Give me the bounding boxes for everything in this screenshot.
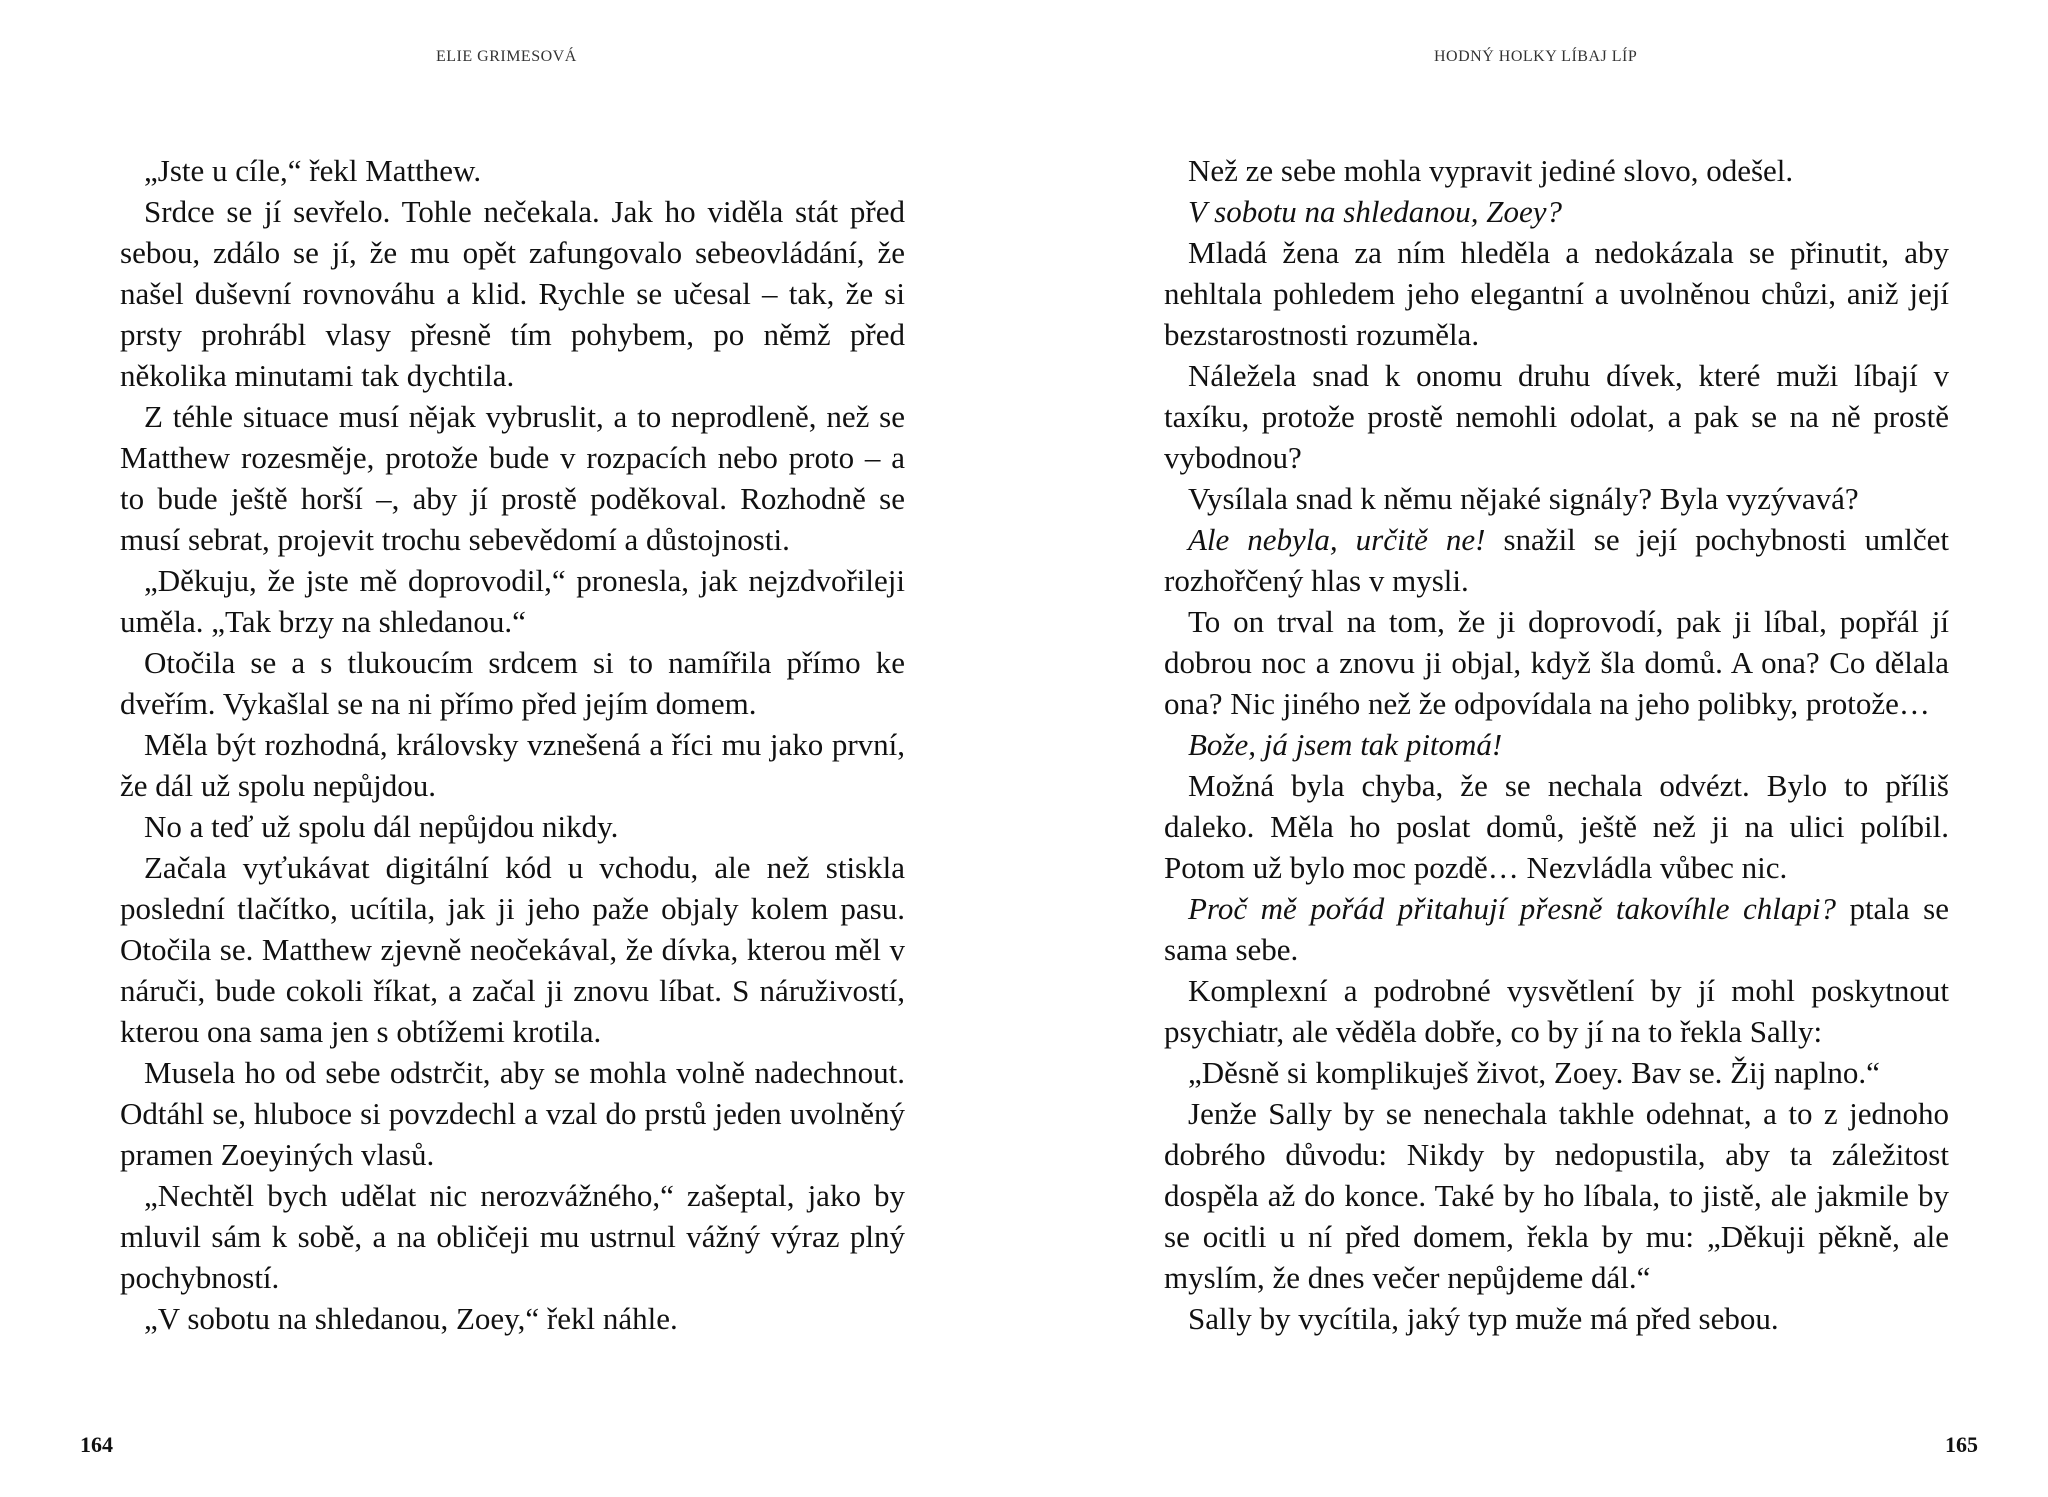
- italic-thought: Ale nebyla, určitě ne!: [1188, 522, 1486, 557]
- paragraph-italic: V sobotu na shledanou, Zoey?: [1188, 194, 1562, 229]
- paragraph: Mladá žena za ním hleděla a nedokázala se přinutit, aby nehltala pohledem jeho elegantní a uvolněnou chůzi, aniž její bezstarostnosti rozuměla.: [1164, 235, 1949, 352]
- paragraph: [1164, 888, 1949, 970]
- paragraph-continuation: ptala se sama sebe.: [1164, 891, 1949, 967]
- paragraph: No a teď už spolu dál nepůjdou nikdy.: [144, 809, 619, 844]
- paragraph: Z téhle situace musí nějak vybruslit, a to neprodleně, než se Matthew rozesměje, protože bude v rozpacích nebo proto – a to bude ještě horší –, aby jí prostě poděkoval. Rozhodně se musí sebrat, projevit trochu sebevědomí a důstojnosti.: [120, 399, 905, 557]
- body-text: [1164, 150, 1949, 1339]
- paragraph: Než ze sebe mohla vypravit jediné slovo, odešel.: [1188, 153, 1794, 188]
- paragraph: To on trval na tom, že ji doprovodí, pak ji líbal, popřál jí dobrou noc a znovu ji objal, když šla domů. A ona? Co dělala ona? Nic jiného než že odpovídala na jeho polibky, protože…: [1164, 604, 1949, 721]
- paragraph-continuation: snažil se její pochybnosti umlčet rozhořčený hlas v mysli.: [1164, 522, 1950, 598]
- italic-thought: Proč mě pořád přitahují přesně takovíhle chlapi?: [1188, 891, 1836, 926]
- body-text: [120, 150, 905, 1339]
- right-page: [1024, 0, 2048, 1497]
- paragraph: „Děsně si komplikuješ život, Zoey. Bav se. Žij naplno.“: [1188, 1055, 1880, 1090]
- paragraph: „Děkuju, že jste mě doprovodil,“ pronesla, jak nejzdvořileji uměla. „Tak brzy na shledanou.“: [120, 563, 905, 639]
- paragraph: Možná byla chyba, že se nechala odvézt. Bylo to příliš daleko. Měla ho poslat domů, ještě než ji na ulici políbil. Potom už bylo moc pozdě… Nezvládla vůbec nic.: [1164, 768, 1949, 885]
- paragraph: Vysílala snad k němu nějaké signály? Byla vyzývavá?: [1188, 481, 1859, 516]
- paragraph: Sally by vycítila, jaký typ muže má před sebou.: [1188, 1301, 1779, 1336]
- paragraph: [1164, 519, 1949, 601]
- paragraph-italic: Bože, já jsem tak pitomá!: [1188, 727, 1503, 762]
- page-number: 164: [80, 1432, 113, 1457]
- running-head-author: ELIE GRIMESOVÁ: [436, 48, 577, 65]
- paragraph: Měla být rozhodná, královsky vznešená a říci mu jako první, že dál už spolu nepůjdou.: [120, 727, 905, 803]
- paragraph: Srdce se jí sevřelo. Tohle nečekala. Jak ho viděla stát před sebou, zdálo se jí, že mu opět zafungovalo sebeovládání, že našel duševní rovnováhu a klid. Rychle se učesal – tak, že si prsty prohrábl vlasy přesně tím pohybem, po němž před několika minutami tak dychtila.: [120, 194, 905, 393]
- paragraph: „V sobotu na shledanou, Zoey,“ řekl náhle.: [144, 1301, 678, 1336]
- paragraph: Začala vyťukávat digitální kód u vchodu, ale než stiskla poslední tlačítko, ucítila, jak ji jeho paže objaly kolem pasu. Otočila se. Matthew zjevně neočekával, že dívka, kterou měl v náruči, bude cokoli říkat, a začal ji znovu líbat. S náruživostí, kterou ona sama jen s obtížemi krotila.: [120, 850, 905, 1049]
- paragraph: Náležela snad k onomu druhu dívek, které muži líbají v taxíku, protože prostě nemohli odolat, a pak se na ně prostě vybodnou?: [1164, 358, 1949, 475]
- paragraph: Musela ho od sebe odstrčit, aby se mohla volně nadechnout. Odtáhl se, hluboce si povzdechl a vzal do prstů jeden uvolněný pramen Zoeyiných vlasů.: [120, 1055, 905, 1172]
- paragraph: Otočila se a s tlukoucím srdcem si to namířila přímo ke dveřím. Vykašlal se na ni přímo před jejím domem.: [120, 645, 905, 721]
- paragraph: „Nechtěl bych udělat nic nerozvážného,“ zašeptal, jako by mluvil sám k sobě, a na obličeji mu ustrnul vážný výraz plný pochybností.: [120, 1178, 905, 1295]
- paragraph: Jenže Sally by se nenechala takhle odehnat, a to z jednoho dobrého důvodu: Nikdy by nedopustila, aby ta záležitost dospěla až do konce. Také by ho líbala, to jistě, ale jakmile by se ocitli u ní před domem, řekla by mu: „Děkuji pěkně, ale myslím, že dnes večer nepůjdeme dál.“: [1164, 1096, 1949, 1295]
- page-number: 165: [1945, 1432, 1978, 1457]
- paragraph: „Jste u cíle,“ řekl Matthew.: [144, 153, 482, 188]
- running-head-title: HODNÝ HOLKY LÍBAJ LÍP: [1434, 48, 1638, 65]
- paragraph: Komplexní a podrobné vysvětlení by jí mohl poskytnout psychiatr, ale věděla dobře, co by jí na to řekla Sally:: [1164, 973, 1949, 1049]
